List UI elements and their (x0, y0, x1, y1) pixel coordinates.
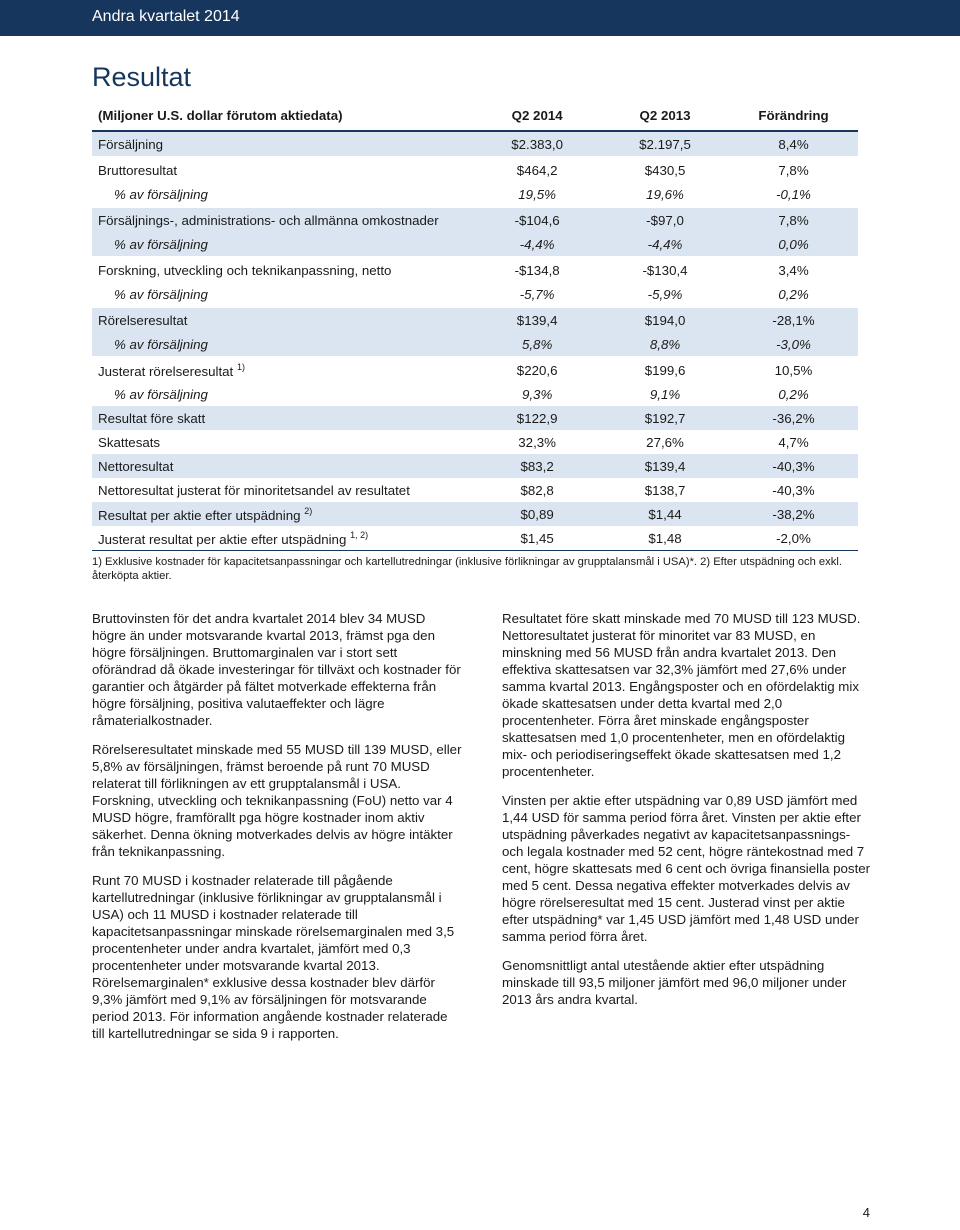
table-row (92, 182, 858, 206)
cell-q2-2014: 5,8% (473, 332, 601, 356)
cell-q2-2013: $1,44 (601, 502, 729, 526)
cell-q2-2014: $220,6 (516, 362, 558, 378)
cell-q2-2013: $1,48 (601, 526, 729, 551)
cell-q2-2014: $0,89 (473, 502, 601, 526)
cell-change: 4,7% (778, 434, 809, 450)
table-row (92, 208, 858, 232)
header-q2-2013: Q2 2013 (601, 100, 729, 131)
cell-q2-2014: -$134,8 (514, 262, 560, 278)
cell-q2-2013: $138,7 (644, 482, 686, 498)
cell-change: 8,4% (729, 131, 858, 156)
row-label: Bruttoresultat (98, 162, 178, 178)
cell-change: 10,5% (774, 362, 813, 378)
table-row (92, 332, 858, 356)
cell-q2-2014: $139,4 (473, 308, 601, 332)
cell-change: -2,0% (729, 526, 858, 551)
row-label: % av försäljning (114, 286, 208, 302)
row-label-text: Resultat per aktie efter utspädning (98, 507, 301, 523)
row-label: % av försäljning (114, 186, 208, 202)
paragraph: Vinsten per aktie efter utspädning var 0,89 USD jämfört med 1,44 USD för samma period förra året. Vinsten per aktie efter utspädning påverkades negativt av kapacitetsanpassnings- och legala kostnader med 52 cent, högre räntekostnad med 7 cent, högre skattesats med 6 cent och övriga finansiella poster med 5 cent. Dessa negativa effekter motverkades delvis av högre rörelseresultat med 15 cent. Justerad vinst per aktie efter utspädning* var 1,45 USD jämfört med 1,48 USD under samma period förra året. (502, 793, 871, 944)
cell-q2-2013: 27,6% (646, 434, 684, 450)
cell-q2-2014: $1,45 (473, 526, 601, 551)
cell-q2-2013: 19,6% (646, 186, 684, 202)
table-row (92, 406, 858, 430)
paragraph: Rörelseresultatet minskade med 55 MUSD till 139 MUSD, eller 5,8% av försäljningen, främst beroende på runt 70 MUSD relaterat till förlikningen av ett grupptalansmål i USA. Forskning, utveckling och teknikanpassning (FoU) netto var 4 MUSD högre, framförallt pga högre kostnader inom aktiv säkerhet. Denna ökning motverkades delvis av högre intäkter från teknikanpassning. (92, 742, 462, 859)
cell-q2-2014: 32,3% (518, 434, 556, 450)
header-q2-2014: Q2 2014 (473, 100, 601, 131)
page-number: 4 (862, 1205, 870, 1220)
row-label: Resultat före skatt (92, 406, 473, 430)
paragraph: Genomsnittligt antal utestående aktier efter utspädning minskade till 93,5 miljoner jämfört med 96,0 miljoner under 2013 års andra kvartal. (502, 958, 847, 1007)
header-bar (0, 0, 960, 36)
row-label (92, 502, 473, 526)
cell-change: 3,4% (778, 262, 809, 278)
table-row (92, 478, 858, 502)
cell-q2-2013: -$97,0 (601, 208, 729, 232)
paragraph: Resultatet före skatt minskade med 70 MUSD till 123 MUSD. Nettoresultatet justerat för minoritet var 83 MUSD, en minskning med 56 MUSD från andra kvartalet 2013. Den effektiva skattesatsen var 32,3% jämfört med 27,6% under samma kvartal 2013. Engångsposter och en ofördelaktig mix ökade skattesatsen under detta kvartal med 2,0 procentenheter. Förra året minskade engångsposter skattesatsen med 1,0 procentenheter, men en ofördelaktig mix- och periodiseringseffekt ökade skattesatsen med 1,2 procentenheter. (502, 611, 861, 779)
table-row (92, 158, 858, 182)
left-text-column (92, 610, 462, 1054)
cell-change: 7,8% (778, 162, 809, 178)
cell-q2-2013: $192,7 (601, 406, 729, 430)
cell-q2-2013: -$130,4 (642, 262, 688, 278)
row-label: % av försäljning (92, 232, 473, 256)
row-label-text: Justerat resultat per aktie efter utspädning (98, 531, 347, 547)
cell-q2-2014: $83,2 (473, 454, 601, 478)
page-title: Resultat (92, 62, 192, 92)
row-label: Nettoresultat (92, 454, 473, 478)
table-row (92, 382, 858, 406)
cell-change: 0,0% (729, 232, 858, 256)
cell-change: 0,2% (778, 386, 809, 402)
cell-change: -40,3% (729, 454, 858, 478)
cell-q2-2013: $2.197,5 (601, 131, 729, 156)
table-row (92, 258, 858, 282)
row-label: Nettoresultat justerat för minoritetsandel av resultatet (98, 482, 410, 498)
row-label (92, 526, 473, 551)
cell-change: 0,2% (778, 286, 809, 302)
header-label: (Miljoner U.S. dollar förutom aktiedata) (92, 100, 473, 131)
cell-change: -38,2% (729, 502, 858, 526)
cell-q2-2014: -5,7% (519, 286, 555, 302)
cell-change: -0,1% (776, 186, 811, 202)
cell-q2-2014: -$104,6 (473, 208, 601, 232)
row-label: % av försäljning (114, 386, 208, 402)
cell-q2-2014: $122,9 (473, 406, 601, 430)
header-change: Förändring (729, 100, 858, 131)
footnote-ref: 1, 2) (350, 529, 369, 540)
row-label: Försäljnings-, administrations- och allmänna omkostnader (92, 208, 473, 232)
cell-q2-2013: -5,9% (647, 286, 683, 302)
row-label: Rörelseresultat (92, 308, 473, 332)
footnote-ref: 2) (304, 505, 313, 516)
results-table (92, 100, 858, 551)
row-label: % av försäljning (92, 332, 473, 356)
table-row (92, 502, 858, 526)
cell-change: -40,3% (772, 482, 815, 498)
cell-q2-2013: -4,4% (601, 232, 729, 256)
table-row (92, 232, 858, 256)
cell-change: -28,1% (729, 308, 858, 332)
paragraph: Runt 70 MUSD i kostnader relaterade till pågående kartellutredningar (inklusive förlikningar av grupptalansmål i USA) och 11 MUSD i kostnader relaterade till kapacitetsanpassningar minskade rörelsemarginalen med 3,5 procentenheter under andra kvartalet, jämfört med 0,3 procentenheter under motsvarande kvartal 2013. Rörelsemarginalen* exklusive dessa kostnader blev därför 9,3% jämfört med 9,1% av försäljningen för motsvarande period 2013. För information angående kostnader relaterade till kartellutredningar se sida 9 i rapporten. (92, 873, 455, 1041)
row-label-text: Justerat rörelseresultat (98, 363, 234, 379)
cell-q2-2014: -4,4% (473, 232, 601, 256)
table-row (92, 526, 858, 551)
footnote-ref: 1) (236, 361, 245, 372)
row-label: Skattesats (98, 434, 161, 450)
table-footnote: 1) Exklusive kostnader för kapacitetsanpassningar och kartellutredningar (inklusive förlikningar av grupptalansmål i USA)*. 2) Efter utspädning och exkl. återköpta aktier. (92, 556, 842, 582)
table-row (92, 358, 858, 382)
row-label (92, 358, 473, 382)
cell-q2-2014: $82,8 (520, 482, 554, 498)
row-label: Forskning, utveckling och teknikanpassning, netto (98, 262, 392, 278)
cell-q2-2014: $2.383,0 (473, 131, 601, 156)
cell-q2-2013: $139,4 (601, 454, 729, 478)
cell-q2-2014: 9,3% (521, 386, 553, 402)
paragraph: Bruttovinsten för det andra kvartalet 2014 blev 34 MUSD högre än under motsvarande kvartal 2013, främst pga den högre försäljningen. Bruttomarginalen var i stort sett oförändrad då ökade investeringar för tillväxt och kostnader för garantier och åtgärder på fältet motverkade effekterna från högre försäljning, positiva valutaeffekter och lägre råmaterialkostnader. (92, 611, 461, 728)
cell-q2-2013: $199,6 (644, 362, 686, 378)
cell-q2-2013: 8,8% (601, 332, 729, 356)
table-row (92, 454, 858, 478)
table-row (92, 131, 858, 156)
table-row (92, 308, 858, 332)
cell-q2-2013: 9,1% (649, 386, 681, 402)
cell-change: -36,2% (729, 406, 858, 430)
table-row (92, 430, 858, 454)
cell-change: -3,0% (729, 332, 858, 356)
table-header-row (92, 100, 858, 131)
right-text-column (502, 610, 872, 1020)
cell-change: 7,8% (729, 208, 858, 232)
cell-q2-2013: $430,5 (644, 162, 686, 178)
cell-q2-2014: $464,2 (516, 162, 558, 178)
row-label: Försäljning (92, 131, 473, 156)
table-row (92, 282, 858, 306)
cell-q2-2013: $194,0 (601, 308, 729, 332)
cell-q2-2014: 19,5% (518, 186, 556, 202)
section-title: Andra kvartalet 2014 (92, 8, 240, 25)
